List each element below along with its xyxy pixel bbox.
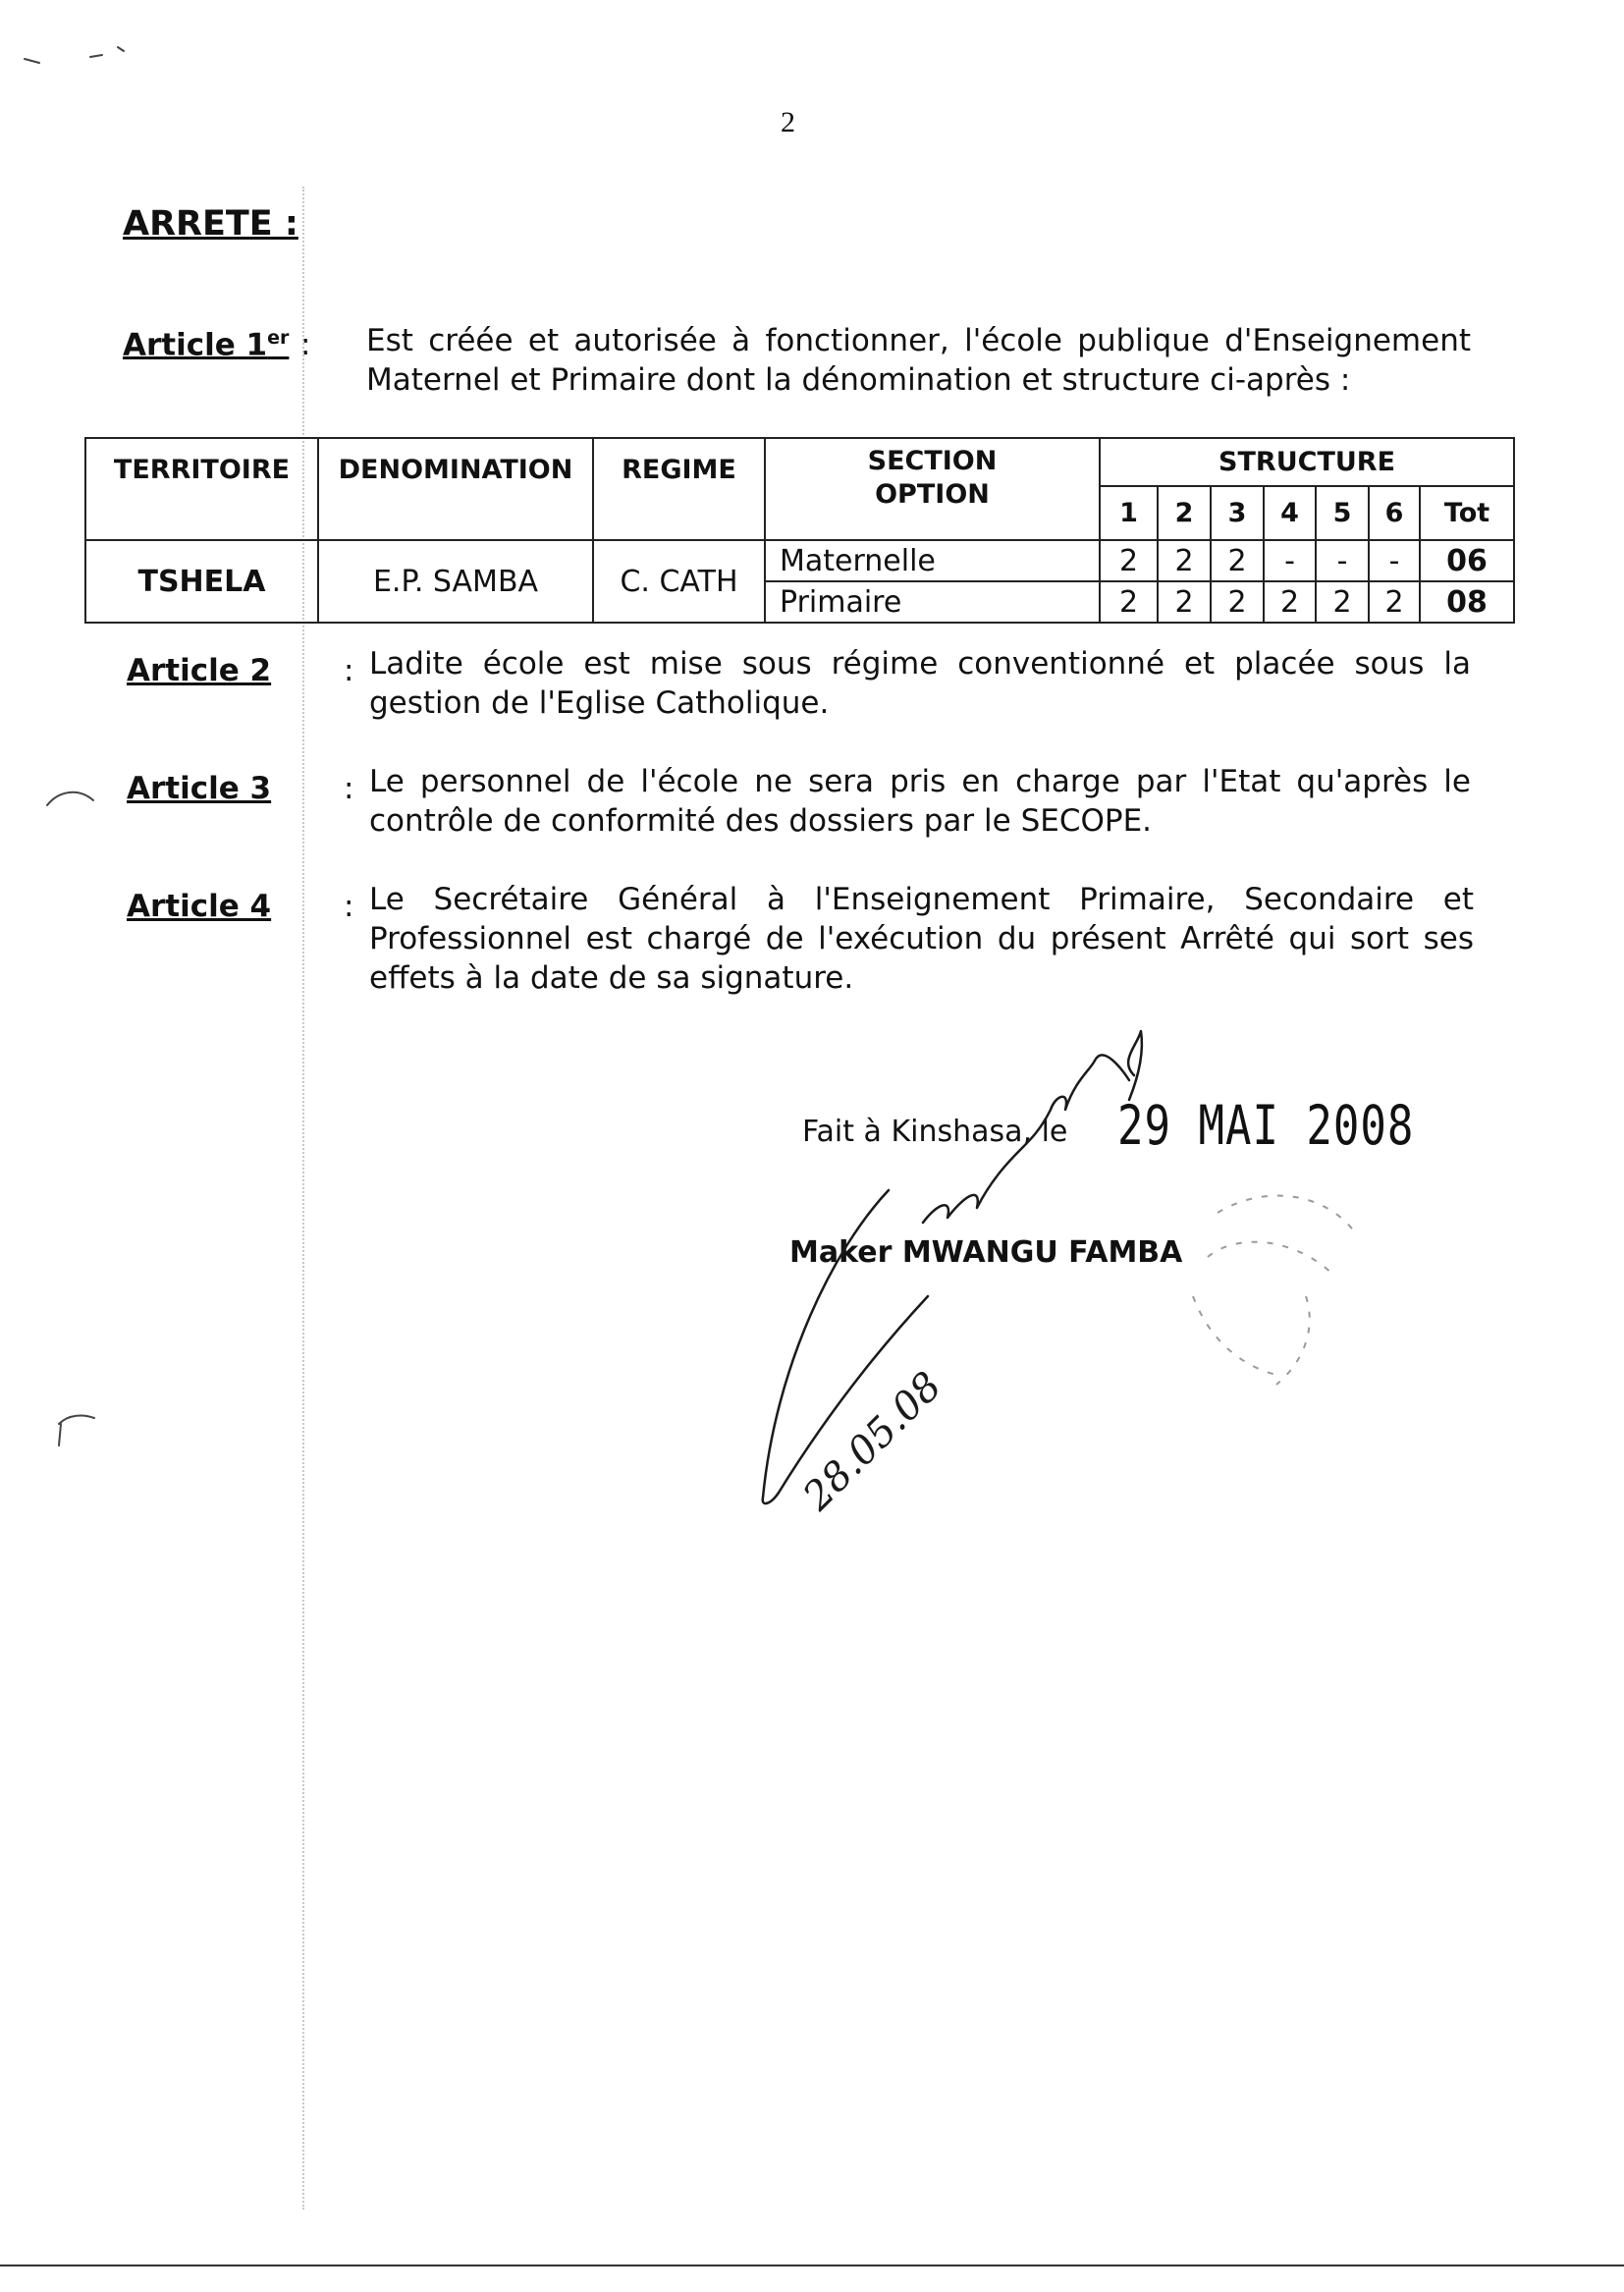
header-col-2: 2 [1158, 486, 1211, 540]
cell-section-maternelle: Maternelle [765, 540, 1100, 581]
header-denomination: DENOMINATION [318, 438, 593, 540]
corner-speck-icon [25, 47, 124, 63]
article-4-label: Article 4 [127, 889, 272, 924]
cell-value: - [1264, 540, 1316, 581]
cell-value: 2 [1158, 581, 1211, 623]
cell-value: 2 [1369, 581, 1420, 623]
header-col-6: 6 [1369, 486, 1420, 540]
cell-value: - [1316, 540, 1369, 581]
header-territoire: TERRITOIRE [85, 438, 318, 540]
article-2-separator: : [344, 653, 354, 688]
cell-total: 06 [1420, 540, 1514, 581]
article-3-separator: : [344, 771, 354, 806]
cell-value: 2 [1211, 540, 1264, 581]
page-number: 2 [781, 106, 795, 138]
cell-value: 2 [1158, 540, 1211, 581]
cell-value: 2 [1211, 581, 1264, 623]
header-section: SECTION [867, 446, 998, 476]
article-1-label-sup: er [267, 327, 290, 349]
article-1-text: Est créée et autorisée à fonctionner, l'école publique d'Enseignement Maternel et Primaire dont la dénomination et structure ci-après : [366, 323, 1471, 398]
header-col-4: 4 [1264, 486, 1316, 540]
place-and-date-line: Fait à Kinshasa, le [802, 1115, 1068, 1149]
cell-territoire: TSHELA [85, 540, 318, 623]
margin-mark-icon [47, 792, 93, 805]
article-3-text: Le personnel de l'école ne sera pris en charge par l'Etat qu'après le contrôle de conformité des dossiers par le SECOPE. [369, 764, 1471, 839]
cell-value: 2 [1100, 540, 1158, 581]
article-2-label: Article 2 [127, 653, 272, 688]
initials-scribble-icon [923, 1055, 1129, 1223]
article-3-label: Article 3 [127, 771, 272, 806]
cell-regime: C. CATH [593, 540, 765, 623]
article-4-separator: : [344, 889, 354, 924]
header-col-5: 5 [1316, 486, 1369, 540]
header-option: OPTION [875, 479, 990, 510]
article-1-label-text: Article 1 [123, 327, 268, 363]
header-regime: REGIME [593, 438, 765, 540]
faded-stamp-icon [1193, 1196, 1355, 1385]
header-col-total: Tot [1420, 486, 1514, 540]
date-stamp: 29 MAI 2008 [1117, 1095, 1415, 1158]
article-1-separator: : [300, 327, 311, 362]
header-structure: STRUCTURE [1100, 438, 1514, 486]
cell-total: 08 [1420, 581, 1514, 623]
header-col-1: 1 [1100, 486, 1158, 540]
header-col-3: 3 [1211, 486, 1264, 540]
cell-value: 2 [1264, 581, 1316, 623]
margin-mark-icon [59, 1416, 94, 1446]
footer-rule [0, 2265, 1624, 2266]
cell-value: - [1369, 540, 1420, 581]
cell-value: 2 [1100, 581, 1158, 623]
signer-name: Maker MWANGU FAMBA [789, 1235, 1183, 1270]
cell-value: 2 [1316, 581, 1369, 623]
article-4-text: Le Secrétaire Général à l'Enseignement Primaire, Secondaire et Professionnel est chargé de l'exécution du présent Arrêté qui sort ses effets à la date de sa signature. [369, 882, 1474, 996]
cell-denomination: E.P. SAMBA [318, 540, 593, 623]
handwritten-date: 28.05.08 [794, 1363, 951, 1520]
cell-section-primaire: Primaire [765, 581, 1100, 623]
initials-loop-icon [1128, 1031, 1142, 1100]
arrete-heading: ARRETE : [123, 204, 298, 244]
article-2-text: Ladite école est mise sous régime conventionné et placée sous la gestion de l'Eglise Catholique. [369, 646, 1471, 721]
